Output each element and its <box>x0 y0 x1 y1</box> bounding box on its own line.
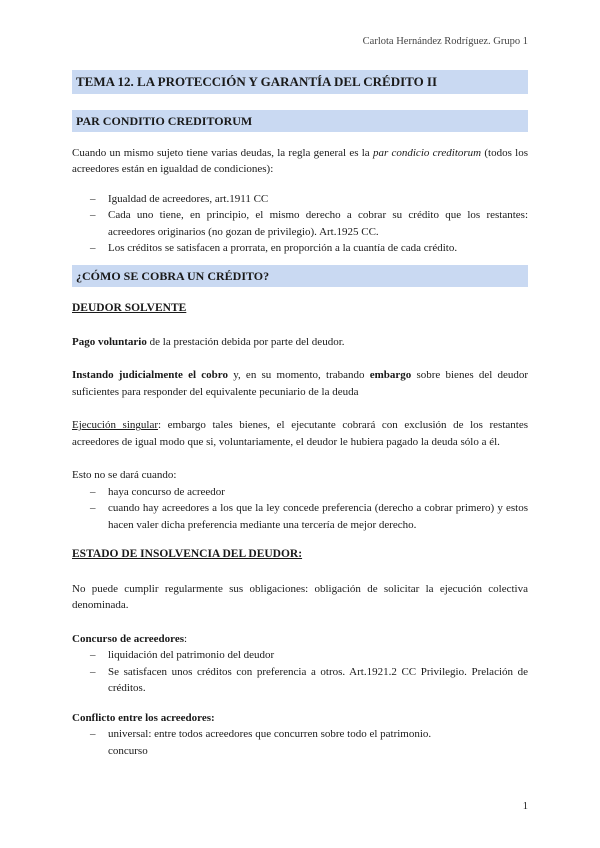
instando-text-end: sobre bienes del deudor suficientes para responder del equivalente pecuniario de la deuda <box>72 369 529 398</box>
list-item: – Cada uno tiene, en principio, el mismo derecho a cobrar su crédito que los restantes: acreedores originarios (no gozan de privilegio). Art.1925 CC. <box>72 207 528 240</box>
header-author: Carlota Hernández Rodríguez. Grupo 1 <box>362 36 528 47</box>
ejecucion-underlined: Ejecución singular <box>72 419 158 432</box>
list-item: – haya concurso de acreedor <box>72 484 528 501</box>
intro-italic: par condicio creditorum <box>372 146 482 159</box>
section-heading-como-cobra: ¿CÓMO SE COBRA UN CRÉDITO? <box>72 265 528 287</box>
subheading-deudor-solvente: DEUDOR SOLVENTE <box>72 301 187 314</box>
document-title: TEMA 12. LA PROTECCIÓN Y GARANTÍA DEL CRÉDITO II <box>72 70 528 94</box>
conflicto-continuation: concurso <box>108 744 148 757</box>
conflicto-list <box>72 726 528 743</box>
instando-bold: Instando judicialmente el cobro <box>72 369 228 382</box>
par-conditio-list <box>72 191 528 257</box>
no-dara-text: Esto no se dará cuando: <box>72 469 177 482</box>
pago-voluntario-paragraph <box>72 334 528 351</box>
list-item: – cuando hay acreedores a los que la ley concede preferencia (derecho a cobrar primero) y estos hacen valer dicha preferencia mediante una tercería de mejor derecho. <box>72 500 528 533</box>
page-number: 1 <box>522 801 528 812</box>
intro-text-end: (todos los acreedores están en igualdad de condiciones): <box>72 146 528 175</box>
ejecucion-text: : embargo tales bienes, el ejecutante cobrará con exclusión de los restantes acreedores de igual modo que si, voluntariamente, el deudor le hubiera pagado la deuda sólo a él. <box>72 419 528 448</box>
pago-text: de la prestación debida por parte del deudor. <box>146 335 345 348</box>
section-heading-par-conditio: PAR CONDITIO CREDITORUM <box>72 110 528 132</box>
intro-text: Cuando un mismo sujeto tiene varias deudas, la regla general es la <box>72 146 373 159</box>
concurso-list <box>72 647 528 697</box>
list-item: – Los créditos se satisfacen a prorrata, en proporción a la cuantía de cada crédito. <box>72 240 528 257</box>
list-item: – universal: entre todos acreedores que concurren sobre todo el patrimonio. <box>72 726 528 743</box>
embargo-bold: embargo <box>369 369 412 382</box>
subheading-insolvencia: ESTADO DE INSOLVENCIA DEL DEUDOR: <box>72 548 303 561</box>
ejecucion-paragraph <box>72 417 528 450</box>
instando-text: y, en su momento, trabando <box>227 369 370 382</box>
list-item: – Se satisfacen unos créditos con preferencia a otros. Art.1921.2 CC Privilegio. Prelación de créditos. <box>72 664 528 697</box>
page-content <box>72 70 528 759</box>
pago-bold: Pago voluntario <box>72 335 147 348</box>
concurso-bold: Concurso de acreedores <box>72 632 185 645</box>
conflicto-bold: Conflicto entre los acreedores: <box>72 711 215 724</box>
instando-paragraph <box>72 367 528 400</box>
intro-paragraph <box>72 145 528 178</box>
insolvencia-paragraph: No puede cumplir regularmente sus obligaciones: obligación de solicitar la ejecución colectiva denominada. <box>72 582 528 611</box>
no-dara-list <box>72 484 528 534</box>
list-item: – liquidación del patrimonio del deudor <box>72 647 528 664</box>
list-item: – Igualdad de acreedores, art.1911 CC <box>72 191 528 208</box>
concurso-colon: : <box>184 632 188 645</box>
concurso-heading <box>72 631 528 648</box>
conflicto-heading <box>72 710 528 727</box>
